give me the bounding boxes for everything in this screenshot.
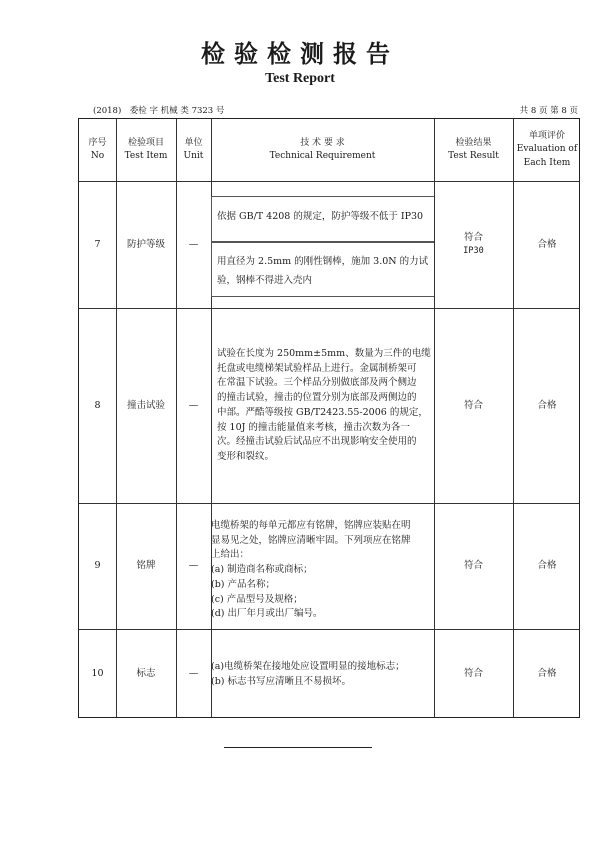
- row-7-item: 防护等级: [126, 238, 165, 250]
- header-no-cn: 序号: [88, 137, 107, 148]
- row-8-req-line: 托盘或电缆梯架试验样品上进行。金属制桥架可: [217, 362, 417, 374]
- row-9-eval: 合格: [537, 560, 557, 572]
- row-9-unit: —: [188, 560, 199, 572]
- report-number: (2018) 委检 字 机械 类 7323 号: [93, 106, 225, 116]
- row-8-req-line: 在常温下试验。三个样品分别做底部及两个侧边: [217, 377, 417, 389]
- header-item-en: Test Item: [124, 151, 168, 161]
- row-7-result-line-2: IP30: [463, 246, 484, 257]
- header-req-en: Technical Requirement: [269, 151, 376, 161]
- report-title-en: Test Report: [265, 71, 335, 86]
- header-result-en: Test Result: [448, 151, 499, 161]
- row-9-req-line: (b) 产品名称；: [211, 578, 276, 590]
- row-7-req-b-line-1: 用直径为 2.5mm 的刚性钢棒，施加 3.0N 的力试: [217, 256, 429, 267]
- row-8-eval: 合格: [537, 399, 557, 411]
- header-item: [116, 119, 176, 181]
- row-10-result: 符合: [463, 668, 483, 680]
- report-title-cn: 检验检测报告: [201, 39, 399, 68]
- row-10-unit: —: [188, 668, 199, 680]
- row-10-requirement: [211, 660, 433, 689]
- row-9-requirement: [211, 519, 433, 622]
- row-9-req-line: 电缆桥架的每单元都应有铭牌，铭牌应装贴在明: [211, 520, 411, 531]
- row-9-item: 铭牌: [136, 560, 156, 572]
- header-unit-cn: 单位: [184, 137, 203, 148]
- row-7-unit: —: [188, 238, 199, 250]
- row-7-no: 7: [94, 238, 101, 250]
- row-7-result: [434, 181, 513, 308]
- header-eval-cn: 单项评价: [528, 130, 565, 141]
- row-8-req-line: 试验在长度为 250mm±5mm、数量为三件的电缆: [217, 348, 431, 359]
- header-no: [79, 119, 116, 181]
- row-7-req-a: 依据 GB/T 4208 的规定，防护等级不低于 IP30: [217, 211, 424, 222]
- row-8-req-line: 中部。严酷等级按 GB/T2423.55-2006 的规定，: [217, 406, 428, 418]
- end-rule: [224, 747, 372, 748]
- row-9-req-line: 显易见之处，铭牌应清晰牢固。下列项应在铭牌: [211, 534, 411, 546]
- row-10-item: 标志: [136, 668, 156, 680]
- header-requirement: [211, 119, 434, 181]
- row-8-unit: —: [188, 399, 199, 411]
- header-eval-en-1: Evaluation of: [516, 144, 578, 155]
- header-item-cn: 检验项目: [127, 137, 164, 148]
- row-8-no: 8: [94, 399, 101, 411]
- row-8-req-line: 次。经撞击试验后试品应不出现影响安全使用的: [217, 436, 417, 448]
- row-7-result-line-1: 符合: [463, 232, 483, 244]
- row-9-req-line: (a) 制造商名称或商标；: [211, 564, 313, 576]
- header-no-en: No: [90, 151, 105, 161]
- row-9-req-line: 上给出：: [211, 549, 250, 561]
- row-8-item: 撞击试验: [126, 399, 165, 411]
- row-8-req-line: 的撞击试验，撞击的位置分别为底部及两侧边的: [217, 392, 417, 404]
- header-unit: [176, 119, 211, 181]
- row-8-req-line: 按 10J 的撞击能量值来考核，撞击次数为各一: [217, 421, 410, 433]
- row-7-req-b-line-2: 验，钢棒不得进入壳内: [217, 275, 313, 286]
- header-result-cn: 检验结果: [455, 137, 492, 148]
- header-result: [434, 119, 513, 181]
- row-10-req-line: (a)电缆桥架在接地处应设置明显的接地标志；: [211, 661, 405, 672]
- row-9-req-line: (c) 产品型号及规格；: [211, 593, 303, 605]
- header-evaluation: [513, 119, 581, 181]
- row-8-requirement: [217, 347, 431, 465]
- header-eval-en-2: Each Item: [523, 157, 571, 168]
- row-7-eval: 合格: [537, 238, 557, 250]
- row-10-req-line: (b) 标志书写应清晰且不易损坏。: [211, 675, 352, 687]
- row-10-no: 10: [91, 668, 104, 680]
- header-unit-en: Unit: [183, 151, 204, 161]
- row-8-result: 符合: [463, 399, 483, 411]
- header-req-cn: 技 术 要 求: [300, 137, 345, 148]
- test-table: [78, 118, 580, 718]
- row-9-req-line: (d) 出厂年月或出厂编号。: [211, 608, 323, 620]
- row-9-no: 9: [94, 560, 101, 572]
- page-info: 共 8 页 第 8 页: [519, 106, 578, 116]
- row-9-result: 符合: [463, 560, 483, 572]
- row-10-eval: 合格: [537, 668, 557, 680]
- row-8-req-line: 变形和裂纹。: [217, 451, 275, 463]
